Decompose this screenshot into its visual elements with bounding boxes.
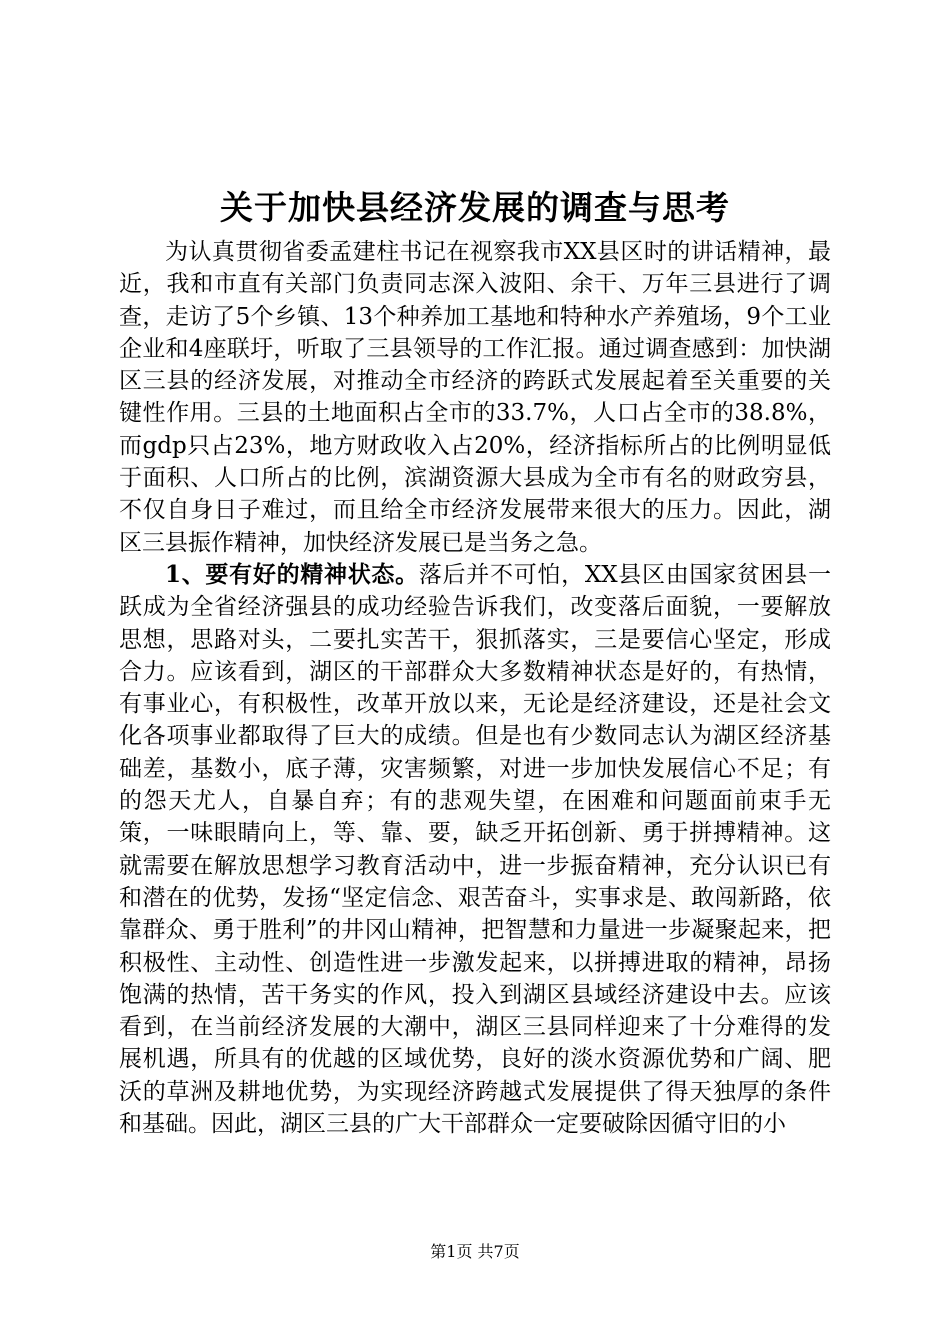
section-1-text: 落后并不可怕，XX县区由国家贫困县一跃成为全省经济强县的成功经验告诉我们，改变落后面貌，一要解放思想，思路对头，二要扎实苦干，狠抓落实，三是要信心坚定，形成合力。应该看到，湖区的干部群众大多数精神状态是好的，有热情，有事业心，有积极性，改革开放以来，无论是经济建设，还是社会文化各项事业都取得了巨大的成绩。但是也有少数同志认为湖区经济基础差，基数小，底子薄，灾害频繁，对进一步加快发展信心不足；有的怨天尤人，自暴自弃；有的悲观失望，在困难和问题面前束手无策，一味眼睛向上，等、靠、要，缺乏开拓创新、勇于拼搏精神。这就需要在解放思想学习教育活动中，进一步振奋精神，充分认识已有和潜在的优势，发扬“坚定信念、艰苦奋斗，实事求是、敢闯新路，依靠群众、勇于胜利”的井冈山精神，把智慧和力量进一步凝聚起来，把积极性、主动性、创造性进一步激发起来，以拼搏进取的精神，昂扬饱满的热情，苦干务实的作风，投入到湖区县域经济建设中去。应该看到，在当前经济发展的大潮中，湖区三县同样迎来了十分难得的发展机遇，所具有的优越的区域优势，良好的淡水资源优势和广阔、肥沃的草洲及耕地优势，为实现经济跨越式发展提供了得天独厚的条件和基础。因此，湖区三县的广大干部群众一定要破除因循守旧的小 [119,561,831,1138]
section-1-heading: 1、要有好的精神状态。 [165,560,419,588]
section-1-paragraph [119,559,831,1140]
page-footer: 第1页 共7页 [430,1242,520,1261]
document-title: 关于加快县经济发展的调查与思考 [220,188,730,227]
document-body [119,236,831,1140]
intro-paragraph: 为认真贯彻省委孟建柱书记在视察我市XX县区时的讲话精神，最近，我和市直有关部门负责同志深入波阳、余干、万年三县进行了调查，走访了5个乡镇、13个种养加工基地和特种水产养殖场，9个工业企业和4座联圩，听取了三县领导的工作汇报。通过调查感到：加快湖区三县的经济发展，对推动全市经济的跨跃式发展起着至关重要的关键性作用。三县的土地面积占全市的33.7%，人口占全市的38.8%，而gdp只占23%，地方财政收入占20%，经济指标所占的比例明显低于面积、人口所占的比例，滨湖资源大县成为全市有名的财政穷县，不仅自身日子难过，而且给全市经济发展带来很大的压力。因此，湖区三县振作精神，加快经济发展已是当务之急。 [119,239,831,556]
